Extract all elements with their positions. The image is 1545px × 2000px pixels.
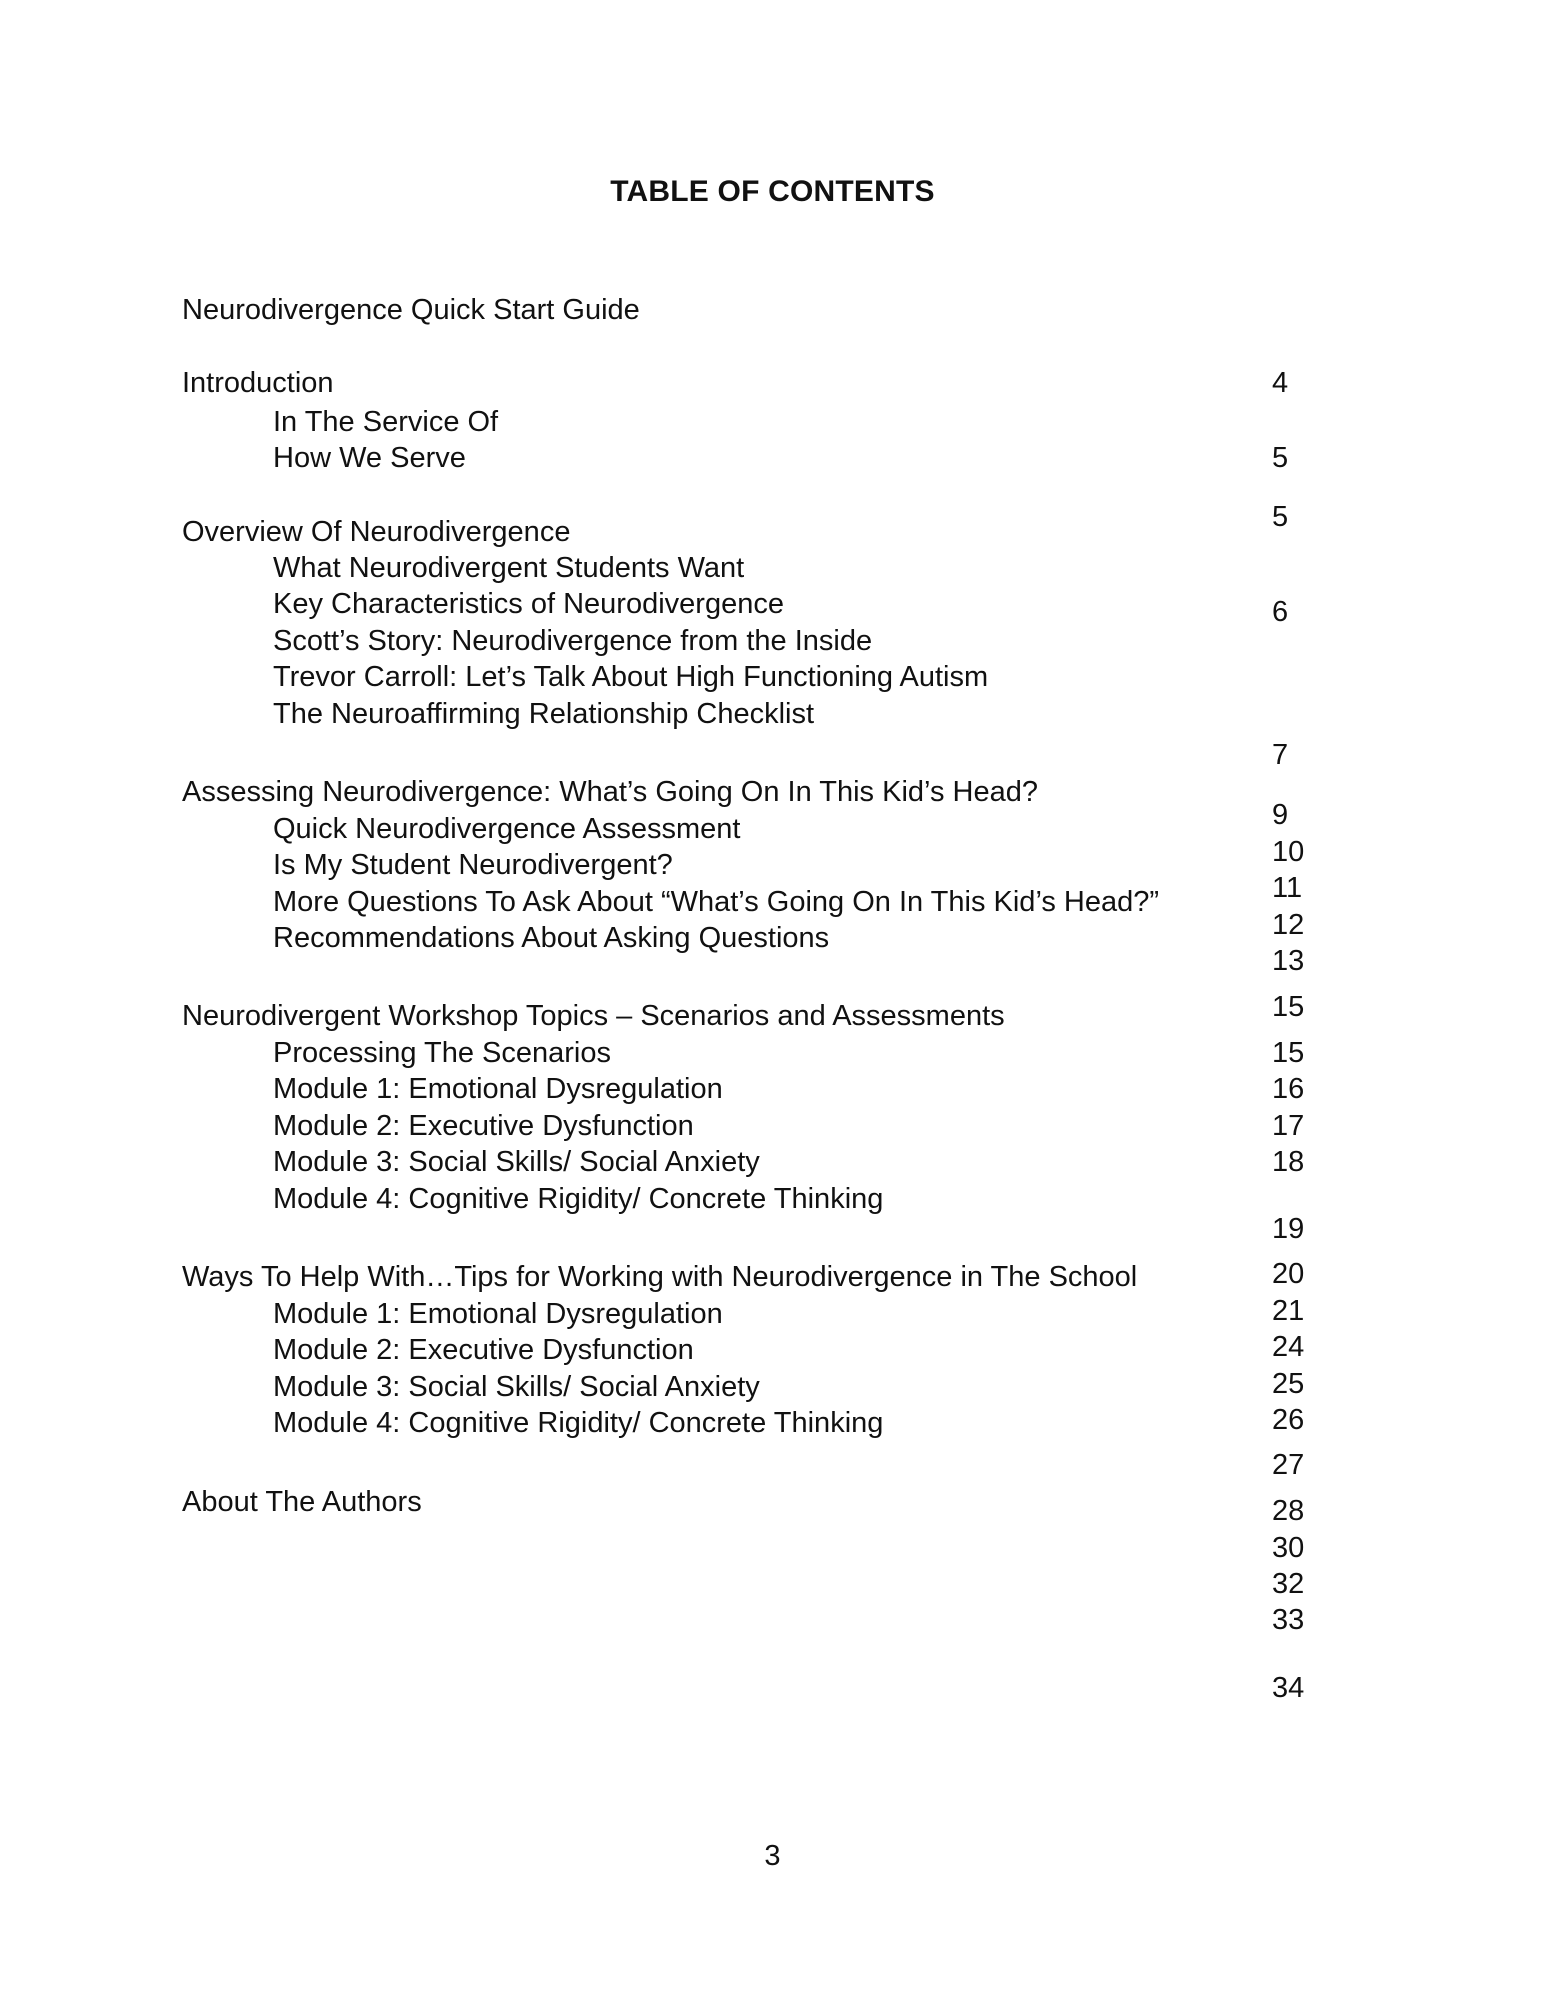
toc-subentry: Module 1: Emotional Dysregulation xyxy=(273,1298,723,1330)
toc-entry: Assessing Neurodivergence: What’s Going On In This Kid’s Head? xyxy=(182,776,1038,808)
toc-page-number: 21 xyxy=(1272,1295,1305,1327)
toc-subentry: What Neurodivergent Students Want xyxy=(273,552,745,584)
toc-page-number: 9 xyxy=(1272,799,1289,831)
toc-page-number: 16 xyxy=(1272,1073,1305,1105)
toc-page-number: 6 xyxy=(1272,596,1289,628)
toc-subentry: How We Serve xyxy=(273,442,466,474)
toc-subentry: Scott’s Story: Neurodivergence from the Inside xyxy=(273,625,873,657)
toc-page-number: 20 xyxy=(1272,1258,1305,1290)
toc-page-number: 18 xyxy=(1272,1146,1305,1178)
toc-subentry: The Neuroaffirming Relationship Checklist xyxy=(273,698,815,730)
toc-page-number: 10 xyxy=(1272,836,1305,868)
toc-page-number: 33 xyxy=(1272,1604,1305,1636)
toc-page-number: 5 xyxy=(1272,442,1289,474)
toc-page-number: 15 xyxy=(1272,991,1305,1023)
toc-subentry: Module 3: Social Skills/ Social Anxiety xyxy=(273,1371,760,1403)
toc-subentry: Recommendations About Asking Questions xyxy=(273,922,830,954)
toc-page-number: 27 xyxy=(1272,1449,1305,1481)
toc-subentry: Module 3: Social Skills/ Social Anxiety xyxy=(273,1146,760,1178)
toc-subentry: Module 1: Emotional Dysregulation xyxy=(273,1073,723,1105)
toc-entry: Introduction xyxy=(182,367,334,399)
toc-page-number: 26 xyxy=(1272,1404,1305,1436)
toc-subentry: Module 2: Executive Dysfunction xyxy=(273,1110,694,1142)
toc-page-number: 5 xyxy=(1272,501,1289,533)
toc-subentry: In The Service Of xyxy=(273,406,499,438)
toc-entry: Neurodivergent Workshop Topics – Scenarios and Assessments xyxy=(182,1000,1005,1032)
footer-page-number: 3 xyxy=(764,1840,781,1872)
page-title: TABLE OF CONTENTS xyxy=(610,175,935,208)
toc-page-number: 4 xyxy=(1272,367,1289,399)
toc-page-number: 34 xyxy=(1272,1672,1305,1704)
toc-page-number: 32 xyxy=(1272,1568,1305,1600)
toc-page-number: 19 xyxy=(1272,1213,1305,1245)
toc-subentry: Quick Neurodivergence Assessment xyxy=(273,813,741,845)
toc-entry: About The Authors xyxy=(182,1486,422,1518)
toc-page-number: 17 xyxy=(1272,1110,1305,1142)
toc-subentry: Key Characteristics of Neurodivergence xyxy=(273,588,784,620)
toc-entry: Ways To Help With…Tips for Working with Neurodivergence in The School xyxy=(182,1261,1138,1293)
toc-page-number: 11 xyxy=(1272,872,1303,904)
toc-page-number: 25 xyxy=(1272,1368,1305,1400)
toc-page-number: 12 xyxy=(1272,909,1305,941)
toc-subentry: More Questions To Ask About “What’s Going On In This Kid’s Head?” xyxy=(273,886,1160,918)
toc-page-number: 7 xyxy=(1272,739,1289,771)
toc-subentry: Module 2: Executive Dysfunction xyxy=(273,1334,694,1366)
toc-page-number: 15 xyxy=(1272,1037,1305,1069)
toc-page-number: 13 xyxy=(1272,945,1305,977)
toc-subentry: Trevor Carroll: Let’s Talk About High Functioning Autism xyxy=(273,661,989,693)
toc-subentry: Module 4: Cognitive Rigidity/ Concrete Thinking xyxy=(273,1407,884,1439)
toc-page-number: 30 xyxy=(1272,1532,1305,1564)
toc-subentry: Module 4: Cognitive Rigidity/ Concrete Thinking xyxy=(273,1183,884,1215)
toc-subentry: Is My Student Neurodivergent? xyxy=(273,849,673,881)
toc-entry: Overview Of Neurodivergence xyxy=(182,516,571,548)
toc-entry: Neurodivergence Quick Start Guide xyxy=(182,294,640,326)
toc-subentry: Processing The Scenarios xyxy=(273,1037,611,1069)
toc-page-number: 24 xyxy=(1272,1331,1305,1363)
toc-page-number: 28 xyxy=(1272,1495,1305,1527)
